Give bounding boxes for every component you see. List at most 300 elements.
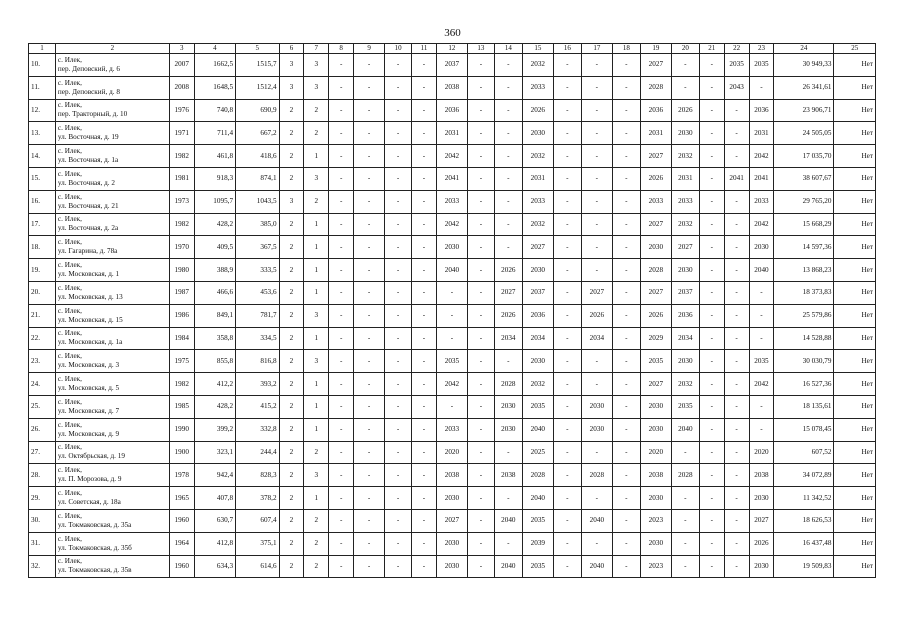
cell-col-14: 2026 [494,259,522,282]
address-street: ул. Восточная, д. 19 [57,133,119,142]
cell-col-25: Нет [834,327,876,350]
address-street: ул. Московская, д. 5 [57,384,120,393]
cell-col-6: 2 [279,236,304,259]
cell-col-8: - [329,76,354,99]
cell-col-17: - [581,373,612,396]
cell-col-17: - [581,441,612,464]
cell-col-15: 2035 [522,555,553,578]
cell-col-20: - [671,509,699,532]
cell-col-14: - [494,213,522,236]
row-number: 16. [29,190,56,213]
cell-col-4: 466,6 [194,281,235,304]
cell-col-4: 849,1 [194,304,235,327]
cell-col-13: - [467,190,494,213]
cell-col-16: - [553,54,581,77]
cell-col-16: - [553,487,581,510]
row-number: 28. [29,464,56,487]
cell-col-4: 1648,5 [194,76,235,99]
cell-col-20: 2036 [671,304,699,327]
cell-col-8: - [329,167,354,190]
cell-col-3: 1965 [169,487,194,510]
cell-col-17: 2028 [581,464,612,487]
cell-col-9: - [354,487,385,510]
address-settlement: с. Илек, [57,215,82,224]
cell-col-9: - [354,76,385,99]
cell-col-3: 1990 [169,418,194,441]
cell-col-3: 1964 [169,532,194,555]
cell-col-23: 2041 [749,167,774,190]
cell-col-24: 18 626,53 [774,509,834,532]
address-street: ул. Московская, д. 1а [57,338,123,347]
cell-col-11: - [412,532,437,555]
cell-col-22: - [724,236,749,259]
cell-col-7: 1 [304,145,329,168]
cell-col-5: 816,8 [236,350,279,373]
cell-col-13: - [467,555,494,578]
cell-col-6: 2 [279,281,304,304]
column-header-16: 16 [553,44,581,54]
cell-col-25: Нет [834,236,876,259]
cell-col-9: - [354,418,385,441]
cell-col-7: 1 [304,487,329,510]
cell-col-11: - [412,555,437,578]
address-cell [55,464,169,487]
cell-col-3: 1985 [169,395,194,418]
table-row [29,54,876,77]
cell-col-18: - [612,373,640,396]
cell-col-14: 2030 [494,395,522,418]
cell-col-10: - [385,532,412,555]
cell-col-11: - [412,259,437,282]
address-settlement: с. Илек, [57,420,82,429]
cell-col-4: 323,1 [194,441,235,464]
cell-col-17: - [581,259,612,282]
cell-col-11: - [412,190,437,213]
table-row [29,76,876,99]
cell-col-23: 2035 [749,350,774,373]
cell-col-10: - [385,327,412,350]
cell-col-8: - [329,99,354,122]
cell-col-22: - [724,395,749,418]
cell-col-7: 2 [304,99,329,122]
cell-col-6: 2 [279,122,304,145]
cell-col-22: - [724,555,749,578]
cell-col-6: 2 [279,99,304,122]
cell-col-8: - [329,441,354,464]
cell-col-11: - [412,99,437,122]
address-street: пер. Деповский, д. 6 [57,64,120,73]
cell-col-21: - [699,76,724,99]
cell-col-13: - [467,350,494,373]
page-number: 360 [444,27,461,39]
address-settlement: с. Илек, [57,124,82,133]
table-body [29,54,876,578]
cell-col-13: - [467,441,494,464]
cell-col-22: - [724,373,749,396]
cell-col-10: - [385,236,412,259]
cell-col-12: 2038 [436,464,467,487]
cell-col-9: - [354,281,385,304]
cell-col-24: 29 765,20 [774,190,834,213]
cell-col-7: 1 [304,259,329,282]
cell-col-15: 2032 [522,145,553,168]
cell-col-17: 2030 [581,395,612,418]
cell-col-21: - [699,236,724,259]
cell-col-21: - [699,167,724,190]
cell-col-8: - [329,236,354,259]
cell-col-7: 1 [304,373,329,396]
cell-col-12: 2030 [436,555,467,578]
cell-col-14: 2027 [494,281,522,304]
cell-col-18: - [612,281,640,304]
cell-col-9: - [354,441,385,464]
cell-col-8: - [329,259,354,282]
row-number: 15. [29,167,56,190]
cell-col-25: Нет [834,418,876,441]
column-header-23: 23 [749,44,774,54]
cell-col-15: 2037 [522,281,553,304]
cell-col-8: - [329,350,354,373]
cell-col-17: - [581,213,612,236]
cell-col-25: Нет [834,259,876,282]
cell-col-5: 874,1 [236,167,279,190]
cell-col-10: - [385,350,412,373]
cell-col-5: 244,4 [236,441,279,464]
cell-col-15: 2033 [522,76,553,99]
cell-col-12: 2033 [436,418,467,441]
cell-col-15: 2030 [522,259,553,282]
cell-col-7: 1 [304,327,329,350]
cell-col-22: - [724,441,749,464]
cell-col-18: - [612,99,640,122]
cell-col-13: - [467,281,494,304]
cell-col-3: 1975 [169,350,194,373]
row-number: 21. [29,304,56,327]
cell-col-10: - [385,54,412,77]
cell-col-15: 2035 [522,509,553,532]
table-row [29,190,876,213]
cell-col-14: - [494,190,522,213]
row-number: 20. [29,281,56,304]
cell-col-3: 1984 [169,327,194,350]
column-header-18: 18 [612,44,640,54]
cell-col-22: - [724,281,749,304]
cell-col-3: 1982 [169,145,194,168]
column-header-4: 4 [194,44,235,54]
cell-col-4: 740,8 [194,99,235,122]
address-street: ул. Восточная, д. 2 [57,178,115,187]
cell-col-6: 2 [279,213,304,236]
cell-col-12: 2036 [436,99,467,122]
cell-col-21: - [699,441,724,464]
cell-col-11: - [412,145,437,168]
cell-col-10: - [385,145,412,168]
cell-col-20: 2030 [671,122,699,145]
cell-col-12: 2041 [436,167,467,190]
cell-col-9: - [354,373,385,396]
cell-col-14: 2034 [494,327,522,350]
cell-col-25: Нет [834,76,876,99]
address-cell [55,54,169,77]
address-cell [55,350,169,373]
cell-col-6: 2 [279,395,304,418]
column-header-12: 12 [436,44,467,54]
address-street: ул. Московская, д. 9 [57,429,120,438]
cell-col-5: 607,4 [236,509,279,532]
cell-col-16: - [553,464,581,487]
cell-col-17: - [581,167,612,190]
cell-col-22: - [724,418,749,441]
cell-col-21: - [699,304,724,327]
cell-col-23: 2033 [749,190,774,213]
cell-col-7: 1 [304,281,329,304]
table-row [29,418,876,441]
cell-col-6: 2 [279,304,304,327]
cell-col-7: 2 [304,122,329,145]
cell-col-16: - [553,99,581,122]
address-settlement: с. Илек, [57,147,82,156]
cell-col-10: - [385,122,412,145]
cell-col-4: 358,8 [194,327,235,350]
cell-col-21: - [699,464,724,487]
cell-col-6: 3 [279,54,304,77]
cell-col-17: - [581,532,612,555]
cell-col-8: - [329,190,354,213]
cell-col-9: - [354,350,385,373]
cell-col-21: - [699,259,724,282]
table-row [29,441,876,464]
cell-col-25: Нет [834,350,876,373]
cell-col-17: 2040 [581,555,612,578]
cell-col-3: 1978 [169,464,194,487]
address-cell [55,167,169,190]
cell-col-16: - [553,532,581,555]
cell-col-13: - [467,76,494,99]
cell-col-9: - [354,395,385,418]
housing-registry-table [28,43,876,578]
cell-col-24: 34 072,89 [774,464,834,487]
cell-col-24: 30 949,33 [774,54,834,77]
column-header-6: 6 [279,44,304,54]
cell-col-7: 3 [304,464,329,487]
cell-col-11: - [412,54,437,77]
cell-col-22: - [724,532,749,555]
cell-col-8: - [329,532,354,555]
cell-col-10: - [385,190,412,213]
cell-col-12: 2042 [436,145,467,168]
cell-col-22: 2035 [724,54,749,77]
cell-col-14: 2040 [494,555,522,578]
address-settlement: с. Илек, [57,489,82,498]
cell-col-25: Нет [834,304,876,327]
cell-col-20: - [671,487,699,510]
cell-col-18: - [612,236,640,259]
cell-col-22: 2043 [724,76,749,99]
row-number: 30. [29,509,56,532]
cell-col-18: - [612,213,640,236]
cell-col-19: 2029 [640,327,671,350]
cell-col-9: - [354,236,385,259]
cell-col-4: 407,8 [194,487,235,510]
cell-col-6: 2 [279,441,304,464]
row-number: 13. [29,122,56,145]
cell-col-11: - [412,418,437,441]
address-settlement: с. Илек, [57,443,82,452]
cell-col-9: - [354,304,385,327]
cell-col-20: 2032 [671,213,699,236]
cell-col-10: - [385,464,412,487]
row-number: 10. [29,54,56,77]
cell-col-12: 2042 [436,373,467,396]
address-cell [55,213,169,236]
cell-col-13: - [467,167,494,190]
column-number-header-row [29,44,876,54]
cell-col-3: 1900 [169,441,194,464]
cell-col-11: - [412,373,437,396]
cell-col-15: 2035 [522,395,553,418]
cell-col-5: 415,2 [236,395,279,418]
cell-col-8: - [329,418,354,441]
cell-col-25: Нет [834,509,876,532]
cell-col-23: 2042 [749,373,774,396]
column-header-24: 24 [774,44,834,54]
cell-col-13: - [467,304,494,327]
cell-col-9: - [354,145,385,168]
cell-col-20: 2027 [671,236,699,259]
cell-col-24: 30 030,79 [774,350,834,373]
cell-col-24: 24 505,05 [774,122,834,145]
cell-col-15: 2026 [522,99,553,122]
address-cell [55,395,169,418]
cell-col-21: - [699,395,724,418]
table-row [29,555,876,578]
cell-col-19: 2026 [640,167,671,190]
cell-col-6: 2 [279,532,304,555]
address-street: ул. Московская, д. 7 [57,406,120,415]
cell-col-20: 2033 [671,190,699,213]
cell-col-22: - [724,509,749,532]
cell-col-9: - [354,509,385,532]
address-cell [55,99,169,122]
cell-col-22: - [724,213,749,236]
cell-col-21: - [699,190,724,213]
cell-col-25: Нет [834,281,876,304]
cell-col-21: - [699,509,724,532]
cell-col-4: 1095,7 [194,190,235,213]
cell-col-19: 2023 [640,555,671,578]
cell-col-24: 15 668,29 [774,213,834,236]
row-number: 22. [29,327,56,350]
column-header-14: 14 [494,44,522,54]
cell-col-9: - [354,99,385,122]
cell-col-19: 2035 [640,350,671,373]
cell-col-4: 461,8 [194,145,235,168]
cell-col-6: 2 [279,509,304,532]
column-header-17: 17 [581,44,612,54]
address-cell [55,555,169,578]
cell-col-8: - [329,464,354,487]
cell-col-23: - [749,304,774,327]
address-settlement: с. Илек, [57,466,82,475]
cell-col-3: 1987 [169,281,194,304]
cell-col-21: - [699,213,724,236]
cell-col-9: - [354,54,385,77]
cell-col-18: - [612,327,640,350]
cell-col-21: - [699,555,724,578]
cell-col-7: 3 [304,54,329,77]
address-cell [55,259,169,282]
cell-col-22: - [724,122,749,145]
address-settlement: с. Илек, [57,238,82,247]
cell-col-24: 26 341,61 [774,76,834,99]
cell-col-23: 2040 [749,259,774,282]
cell-col-15: 2025 [522,441,553,464]
address-settlement: с. Илек, [57,557,82,566]
address-street: ул. Советская, д. 18а [57,498,121,507]
address-cell [55,190,169,213]
column-header-10: 10 [385,44,412,54]
cell-col-18: - [612,122,640,145]
cell-col-14: - [494,99,522,122]
cell-col-23: 2026 [749,532,774,555]
cell-col-15: 2036 [522,304,553,327]
cell-col-13: - [467,487,494,510]
cell-col-18: - [612,167,640,190]
address-settlement: с. Илек, [57,375,82,384]
cell-col-9: - [354,259,385,282]
cell-col-22: - [724,464,749,487]
cell-col-23: 2027 [749,509,774,532]
cell-col-16: - [553,190,581,213]
row-number: 11. [29,76,56,99]
cell-col-19: 2027 [640,373,671,396]
cell-col-18: - [612,555,640,578]
cell-col-10: - [385,441,412,464]
table-row [29,167,876,190]
cell-col-17: 2030 [581,418,612,441]
cell-col-14: 2030 [494,418,522,441]
cell-col-10: - [385,509,412,532]
cell-col-24: 14 597,36 [774,236,834,259]
address-settlement: с. Илек, [57,306,82,315]
cell-col-20: 2040 [671,418,699,441]
cell-col-25: Нет [834,190,876,213]
row-number: 27. [29,441,56,464]
cell-col-20: 2026 [671,99,699,122]
cell-col-8: - [329,395,354,418]
address-cell [55,373,169,396]
table-row [29,327,876,350]
address-cell [55,76,169,99]
cell-col-4: 1662,5 [194,54,235,77]
cell-col-3: 2007 [169,54,194,77]
column-header-20: 20 [671,44,699,54]
cell-col-16: - [553,304,581,327]
cell-col-3: 2008 [169,76,194,99]
cell-col-24: 16 437,48 [774,532,834,555]
cell-col-4: 412,2 [194,373,235,396]
table-row [29,509,876,532]
cell-col-18: - [612,76,640,99]
cell-col-22: - [724,259,749,282]
cell-col-12: 2033 [436,190,467,213]
cell-col-23: - [749,395,774,418]
cell-col-6: 2 [279,259,304,282]
row-number: 19. [29,259,56,282]
cell-col-19: 2020 [640,441,671,464]
cell-col-3: 1960 [169,555,194,578]
cell-col-16: - [553,350,581,373]
